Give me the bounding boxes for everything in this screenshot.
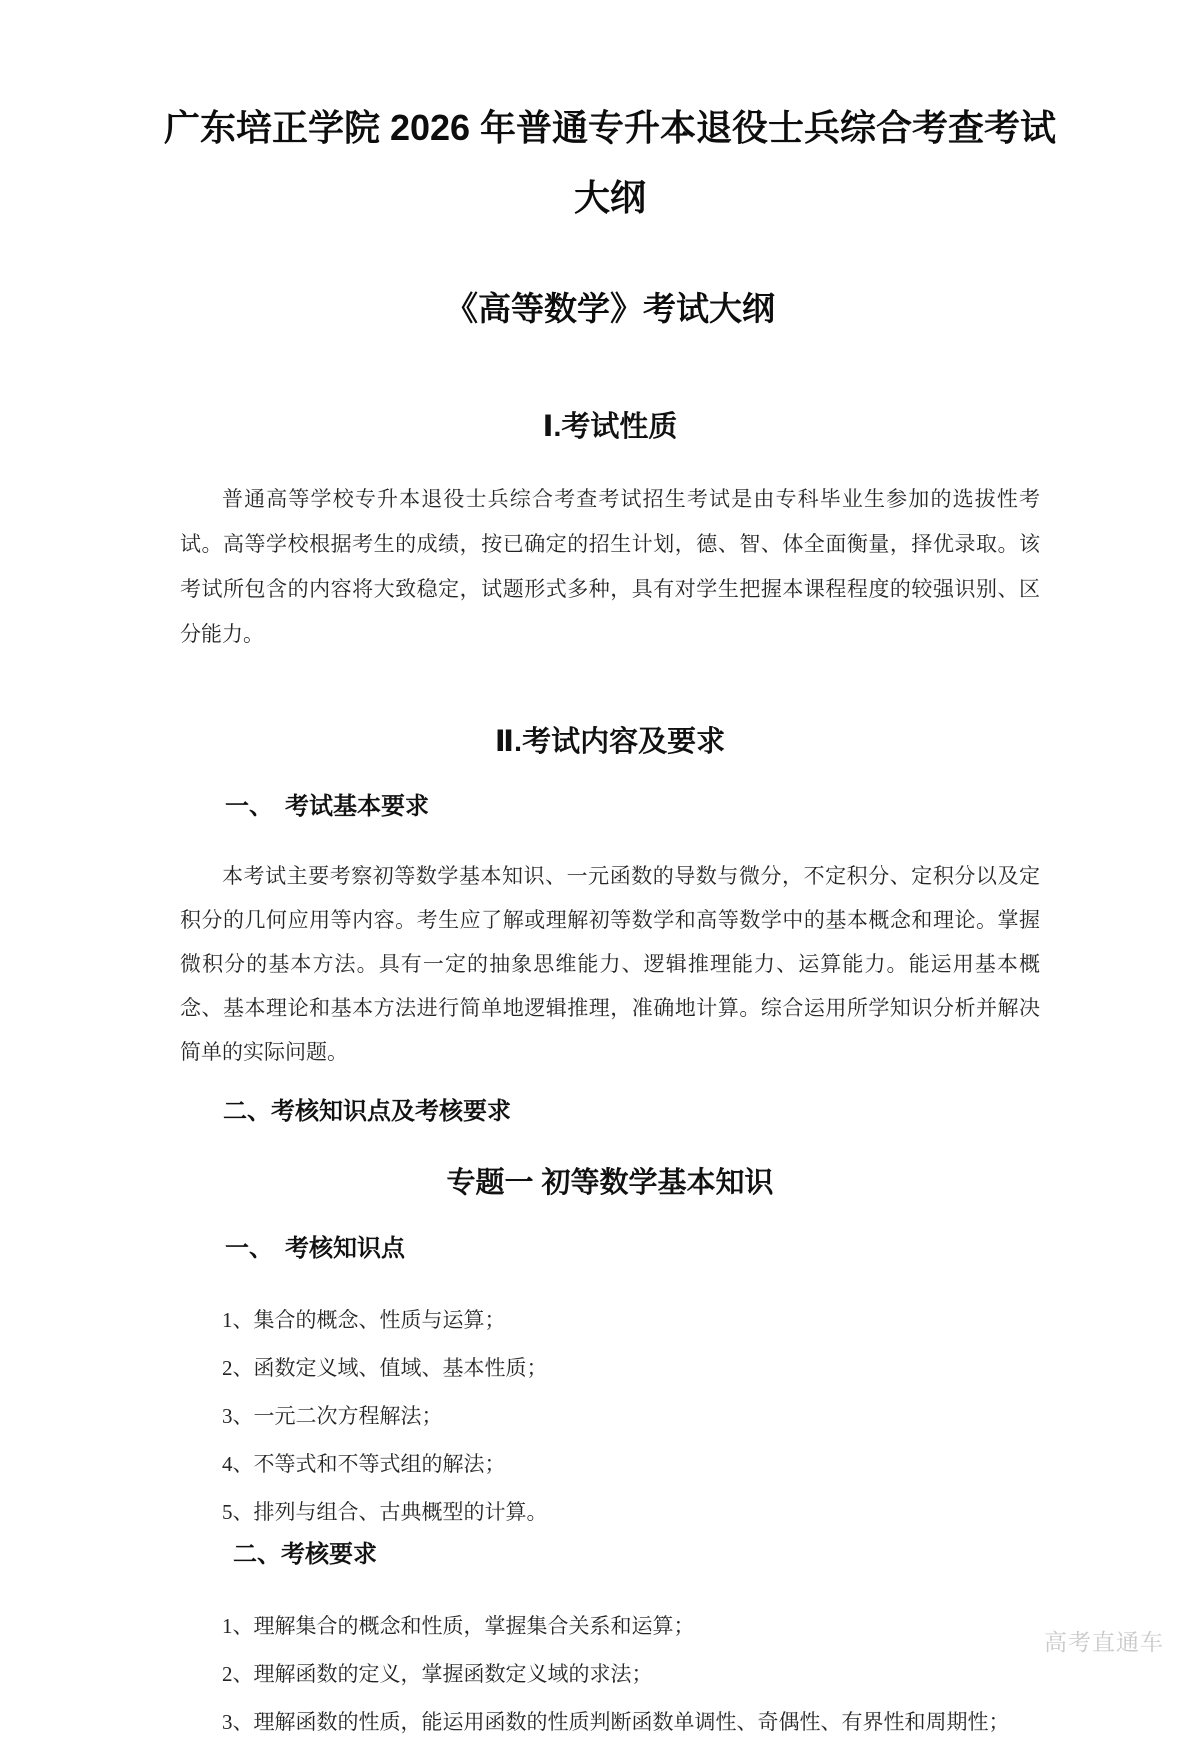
list-item: 2、理解函数的定义，掌握函数定义域的求法； — [222, 1661, 653, 1686]
subheading-knowledge-points: 一、 考核知识点 — [225, 1234, 405, 1262]
list-item: 3、一元二次方程解法； — [222, 1403, 443, 1428]
list-item: 3、理解函数的性质，能运用函数的性质判断函数单调性、奇偶性、有界性和周期性； — [222, 1709, 1010, 1734]
section-heading-exam-nature: Ⅰ.考试性质 — [542, 411, 678, 443]
topic1-heading: 专题一 初等数学基本知识 — [446, 1166, 774, 1199]
subheading-assessment-points-and-requirements: 二、考核知识点及考核要求 — [223, 1097, 511, 1125]
section-heading-exam-content: Ⅱ.考试内容及要求 — [494, 726, 726, 758]
list-item: 2、函数定义域、值域、基本性质； — [222, 1355, 548, 1380]
knowledge-points-list — [180, 1296, 1040, 1536]
list-item: 5、排列与组合、古典概型的计算。 — [222, 1499, 548, 1524]
subheading-basic-requirements: 一、 考试基本要求 — [225, 793, 429, 820]
paragraph-basic-requirements: 本考试主要考察初等数学基本知识、一元函数的导数与微分，不定积分、定积分以及定积分的几何应用等内容。考生应了解或理解初等数学和高等数学中的基本概念和理论。掌握微积分的基本方法。具有一定的抽象思维能力、逻辑推理能力、运算能力。能运用基本概念、基本理论和基本方法进行简单地逻辑推理，准确地计算。综合运用所学知识分析并解决简单的实际问题。 — [180, 863, 1040, 1064]
list-item: 1、集合的概念、性质与运算； — [222, 1307, 506, 1332]
list-item: 1、理解集合的概念和性质，掌握集合关系和运算； — [222, 1613, 695, 1638]
list-item: 4、不等式和不等式组的解法； — [222, 1451, 506, 1476]
watermark-gaokao-express: 高考直通车 — [1044, 1630, 1164, 1655]
requirements-list — [180, 1602, 1040, 1746]
document-title: 广东培正学院 2026 年普通专升本退役士兵综合考查考试大纲 — [163, 107, 1057, 218]
subheading-assessment-requirements: 二、考核要求 — [233, 1540, 377, 1568]
document-subtitle: 《高等数学》考试大纲 — [445, 290, 775, 327]
paragraph-exam-nature: 普通高等学校专升本退役士兵综合考查考试招生考试是由专科毕业生参加的选拔性考试。高等学校根据考生的成绩，按已确定的招生计划，德、智、体全面衡量，择优录取。该考试所包含的内容将大致稳定，试题形式多种，具有对学生把握本课程程度的较强识别、区分能力。 — [180, 487, 1040, 646]
